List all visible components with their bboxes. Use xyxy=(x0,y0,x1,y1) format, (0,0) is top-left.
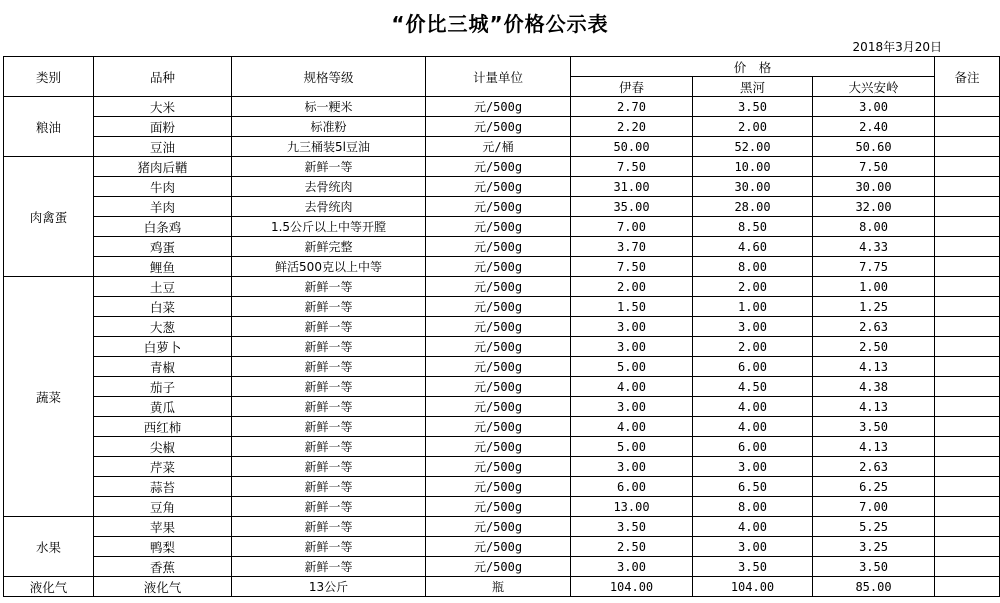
unit-cell: 元/500g xyxy=(426,217,571,237)
note-cell xyxy=(935,317,1000,337)
note-cell xyxy=(935,337,1000,357)
price-daxinganling-cell: 4.38 xyxy=(813,377,935,397)
variety-cell: 白萝卜 xyxy=(94,337,232,357)
table-row xyxy=(4,497,1000,517)
note-cell xyxy=(935,557,1000,577)
spec-cell: 新鲜一等 xyxy=(232,337,426,357)
unit-cell: 元/500g xyxy=(426,177,571,197)
unit-cell: 元/500g xyxy=(426,97,571,117)
price-yichun-cell: 50.00 xyxy=(571,137,693,157)
note-cell xyxy=(935,297,1000,317)
unit-cell: 元/500g xyxy=(426,497,571,517)
price-heihe-cell: 2.00 xyxy=(693,337,813,357)
table-row xyxy=(4,577,1000,597)
price-yichun-cell: 7.50 xyxy=(571,257,693,277)
variety-cell: 茄子 xyxy=(94,377,232,397)
variety-cell: 鸡蛋 xyxy=(94,237,232,257)
note-cell xyxy=(935,117,1000,137)
publish-date: 2018年3月20日 xyxy=(852,40,942,54)
spec-cell: 1.5公斤以上中等开膛 xyxy=(232,217,426,237)
unit-cell: 元/500g xyxy=(426,277,571,297)
table-body xyxy=(4,97,1000,597)
price-heihe-cell: 3.00 xyxy=(693,317,813,337)
unit-cell: 元/500g xyxy=(426,477,571,497)
table-row xyxy=(4,417,1000,437)
category-cell: 蔬菜 xyxy=(4,277,94,517)
price-daxinganling-cell: 3.50 xyxy=(813,557,935,577)
price-daxinganling-cell: 3.00 xyxy=(813,97,935,117)
price-daxinganling-cell: 1.25 xyxy=(813,297,935,317)
spec-cell: 新鲜一等 xyxy=(232,157,426,177)
variety-cell: 芹菜 xyxy=(94,457,232,477)
price-daxinganling-cell: 3.50 xyxy=(813,417,935,437)
price-heihe-cell: 6.00 xyxy=(693,357,813,377)
variety-cell: 鸭梨 xyxy=(94,537,232,557)
price-yichun-cell: 4.00 xyxy=(571,417,693,437)
spec-cell: 新鲜一等 xyxy=(232,457,426,477)
price-yichun-cell: 3.00 xyxy=(571,337,693,357)
unit-cell: 元/500g xyxy=(426,197,571,217)
table-row xyxy=(4,197,1000,217)
unit-cell: 元/500g xyxy=(426,377,571,397)
table-row xyxy=(4,137,1000,157)
spec-cell: 标一粳米 xyxy=(232,97,426,117)
header-spec: 规格等级 xyxy=(232,57,426,97)
unit-cell: 元/500g xyxy=(426,257,571,277)
spec-cell: 新鲜一等 xyxy=(232,557,426,577)
price-heihe-cell: 6.00 xyxy=(693,437,813,457)
variety-cell: 黄瓜 xyxy=(94,397,232,417)
header-category: 类别 xyxy=(4,57,94,97)
price-heihe-cell: 3.00 xyxy=(693,537,813,557)
price-yichun-cell: 3.00 xyxy=(571,457,693,477)
spec-cell: 新鲜一等 xyxy=(232,537,426,557)
price-heihe-cell: 8.00 xyxy=(693,257,813,277)
table-row xyxy=(4,537,1000,557)
table-row xyxy=(4,157,1000,177)
table-row xyxy=(4,217,1000,237)
variety-cell: 面粉 xyxy=(94,117,232,137)
price-daxinganling-cell: 6.25 xyxy=(813,477,935,497)
header-unit: 计量单位 xyxy=(426,57,571,97)
table-row xyxy=(4,457,1000,477)
table-row xyxy=(4,297,1000,317)
variety-cell: 土豆 xyxy=(94,277,232,297)
price-yichun-cell: 5.00 xyxy=(571,357,693,377)
price-heihe-cell: 2.00 xyxy=(693,277,813,297)
price-yichun-cell: 2.50 xyxy=(571,537,693,557)
spec-cell: 新鲜一等 xyxy=(232,277,426,297)
price-heihe-cell: 8.00 xyxy=(693,497,813,517)
variety-cell: 尖椒 xyxy=(94,437,232,457)
spec-cell: 去骨统肉 xyxy=(232,177,426,197)
note-cell xyxy=(935,457,1000,477)
header-variety: 品种 xyxy=(94,57,232,97)
spec-cell: 九三桶装5l豆油 xyxy=(232,137,426,157)
price-yichun-cell: 4.00 xyxy=(571,377,693,397)
price-daxinganling-cell: 4.13 xyxy=(813,397,935,417)
unit-cell: 瓶 xyxy=(426,577,571,597)
note-cell xyxy=(935,377,1000,397)
table-row xyxy=(4,237,1000,257)
spec-cell: 新鲜完整 xyxy=(232,237,426,257)
variety-cell: 羊肉 xyxy=(94,197,232,217)
price-heihe-cell: 3.50 xyxy=(693,97,813,117)
spec-cell: 新鲜一等 xyxy=(232,297,426,317)
variety-cell: 西红柿 xyxy=(94,417,232,437)
price-yichun-cell: 3.70 xyxy=(571,237,693,257)
note-cell xyxy=(935,217,1000,237)
page-title: “价比三城”价格公示表 xyxy=(391,12,609,36)
price-heihe-cell: 1.00 xyxy=(693,297,813,317)
table-row xyxy=(4,257,1000,277)
price-heihe-cell: 2.00 xyxy=(693,117,813,137)
price-heihe-cell: 4.00 xyxy=(693,397,813,417)
price-heihe-cell: 10.00 xyxy=(693,157,813,177)
price-heihe-cell: 4.00 xyxy=(693,517,813,537)
price-yichun-cell: 35.00 xyxy=(571,197,693,217)
header-note: 备注 xyxy=(935,57,1000,97)
unit-cell: 元/500g xyxy=(426,357,571,377)
header-city-daxinganling: 大兴安岭 xyxy=(813,77,935,97)
table-row xyxy=(4,397,1000,417)
note-cell xyxy=(935,97,1000,117)
table-row xyxy=(4,517,1000,537)
price-yichun-cell: 7.00 xyxy=(571,217,693,237)
unit-cell: 元/500g xyxy=(426,117,571,137)
note-cell xyxy=(935,417,1000,437)
variety-cell: 猪肉后鞧 xyxy=(94,157,232,177)
price-yichun-cell: 3.50 xyxy=(571,517,693,537)
category-cell: 水果 xyxy=(4,517,94,577)
unit-cell: 元/500g xyxy=(426,337,571,357)
price-heihe-cell: 104.00 xyxy=(693,577,813,597)
variety-cell: 香蕉 xyxy=(94,557,232,577)
price-daxinganling-cell: 7.00 xyxy=(813,497,935,517)
price-yichun-cell: 5.00 xyxy=(571,437,693,457)
price-daxinganling-cell: 2.63 xyxy=(813,457,935,477)
price-daxinganling-cell: 2.40 xyxy=(813,117,935,137)
note-cell xyxy=(935,237,1000,257)
price-heihe-cell: 4.60 xyxy=(693,237,813,257)
category-cell: 肉禽蛋 xyxy=(4,157,94,277)
table-row xyxy=(4,557,1000,577)
price-heihe-cell: 6.50 xyxy=(693,477,813,497)
price-daxinganling-cell: 4.13 xyxy=(813,437,935,457)
price-heihe-cell: 28.00 xyxy=(693,197,813,217)
price-daxinganling-cell: 4.13 xyxy=(813,357,935,377)
variety-cell: 大葱 xyxy=(94,317,232,337)
unit-cell: 元/桶 xyxy=(426,137,571,157)
spec-cell: 新鲜一等 xyxy=(232,437,426,457)
variety-cell: 苹果 xyxy=(94,517,232,537)
note-cell xyxy=(935,397,1000,417)
price-heihe-cell: 8.50 xyxy=(693,217,813,237)
note-cell xyxy=(935,177,1000,197)
spec-cell: 新鲜一等 xyxy=(232,357,426,377)
note-cell xyxy=(935,157,1000,177)
variety-cell: 鲤鱼 xyxy=(94,257,232,277)
price-daxinganling-cell: 32.00 xyxy=(813,197,935,217)
unit-cell: 元/500g xyxy=(426,397,571,417)
table-row xyxy=(4,437,1000,457)
note-cell xyxy=(935,577,1000,597)
note-cell xyxy=(935,437,1000,457)
spec-cell: 标准粉 xyxy=(232,117,426,137)
spec-cell: 新鲜一等 xyxy=(232,497,426,517)
table-row xyxy=(4,277,1000,297)
unit-cell: 元/500g xyxy=(426,417,571,437)
spec-cell: 新鲜一等 xyxy=(232,517,426,537)
header-city-yichun: 伊春 xyxy=(571,77,693,97)
unit-cell: 元/500g xyxy=(426,317,571,337)
spec-cell: 新鲜一等 xyxy=(232,477,426,497)
category-cell: 粮油 xyxy=(4,97,94,157)
price-heihe-cell: 30.00 xyxy=(693,177,813,197)
unit-cell: 元/500g xyxy=(426,237,571,257)
variety-cell: 液化气 xyxy=(94,577,232,597)
price-heihe-cell: 3.50 xyxy=(693,557,813,577)
price-daxinganling-cell: 8.00 xyxy=(813,217,935,237)
price-heihe-cell: 3.00 xyxy=(693,457,813,477)
price-yichun-cell: 31.00 xyxy=(571,177,693,197)
price-daxinganling-cell: 7.75 xyxy=(813,257,935,277)
price-yichun-cell: 6.00 xyxy=(571,477,693,497)
price-daxinganling-cell: 1.00 xyxy=(813,277,935,297)
variety-cell: 青椒 xyxy=(94,357,232,377)
price-table xyxy=(3,56,1000,597)
variety-cell: 蒜苔 xyxy=(94,477,232,497)
note-cell xyxy=(935,477,1000,497)
price-yichun-cell: 13.00 xyxy=(571,497,693,517)
spec-cell: 新鲜一等 xyxy=(232,397,426,417)
note-cell xyxy=(935,197,1000,217)
price-daxinganling-cell: 30.00 xyxy=(813,177,935,197)
variety-cell: 白菜 xyxy=(94,297,232,317)
table-row xyxy=(4,377,1000,397)
note-cell xyxy=(935,357,1000,377)
spec-cell: 新鲜一等 xyxy=(232,417,426,437)
header-city-heihe: 黑河 xyxy=(693,77,813,97)
unit-cell: 元/500g xyxy=(426,157,571,177)
unit-cell: 元/500g xyxy=(426,537,571,557)
table-row xyxy=(4,357,1000,377)
table-row xyxy=(4,97,1000,117)
unit-cell: 元/500g xyxy=(426,457,571,477)
table-row xyxy=(4,477,1000,497)
variety-cell: 豆油 xyxy=(94,137,232,157)
variety-cell: 大米 xyxy=(94,97,232,117)
price-heihe-cell: 52.00 xyxy=(693,137,813,157)
unit-cell: 元/500g xyxy=(426,517,571,537)
note-cell xyxy=(935,137,1000,157)
price-yichun-cell: 3.00 xyxy=(571,397,693,417)
price-daxinganling-cell: 2.63 xyxy=(813,317,935,337)
note-cell xyxy=(935,257,1000,277)
table-row xyxy=(4,337,1000,357)
unit-cell: 元/500g xyxy=(426,557,571,577)
header-price: 价 格 xyxy=(571,57,935,77)
category-cell: 液化气 xyxy=(4,577,94,597)
price-daxinganling-cell: 2.50 xyxy=(813,337,935,357)
price-daxinganling-cell: 7.50 xyxy=(813,157,935,177)
table-row xyxy=(4,117,1000,137)
note-cell xyxy=(935,277,1000,297)
price-daxinganling-cell: 50.60 xyxy=(813,137,935,157)
spec-cell: 13公斤 xyxy=(232,577,426,597)
price-yichun-cell: 7.50 xyxy=(571,157,693,177)
note-cell xyxy=(935,517,1000,537)
note-cell xyxy=(935,537,1000,557)
price-yichun-cell: 2.70 xyxy=(571,97,693,117)
price-daxinganling-cell: 85.00 xyxy=(813,577,935,597)
price-daxinganling-cell: 3.25 xyxy=(813,537,935,557)
variety-cell: 白条鸡 xyxy=(94,217,232,237)
unit-cell: 元/500g xyxy=(426,437,571,457)
price-yichun-cell: 104.00 xyxy=(571,577,693,597)
note-cell xyxy=(935,497,1000,517)
price-yichun-cell: 3.00 xyxy=(571,317,693,337)
price-daxinganling-cell: 5.25 xyxy=(813,517,935,537)
price-yichun-cell: 2.00 xyxy=(571,277,693,297)
spec-cell: 新鲜一等 xyxy=(232,377,426,397)
variety-cell: 豆角 xyxy=(94,497,232,517)
price-yichun-cell: 3.00 xyxy=(571,557,693,577)
price-daxinganling-cell: 4.33 xyxy=(813,237,935,257)
price-heihe-cell: 4.50 xyxy=(693,377,813,397)
spec-cell: 鲜活500克以上中等 xyxy=(232,257,426,277)
spec-cell: 去骨统肉 xyxy=(232,197,426,217)
table-row xyxy=(4,317,1000,337)
table-row xyxy=(4,177,1000,197)
variety-cell: 牛肉 xyxy=(94,177,232,197)
price-yichun-cell: 1.50 xyxy=(571,297,693,317)
spec-cell: 新鲜一等 xyxy=(232,317,426,337)
price-heihe-cell: 4.00 xyxy=(693,417,813,437)
price-yichun-cell: 2.20 xyxy=(571,117,693,137)
unit-cell: 元/500g xyxy=(426,297,571,317)
